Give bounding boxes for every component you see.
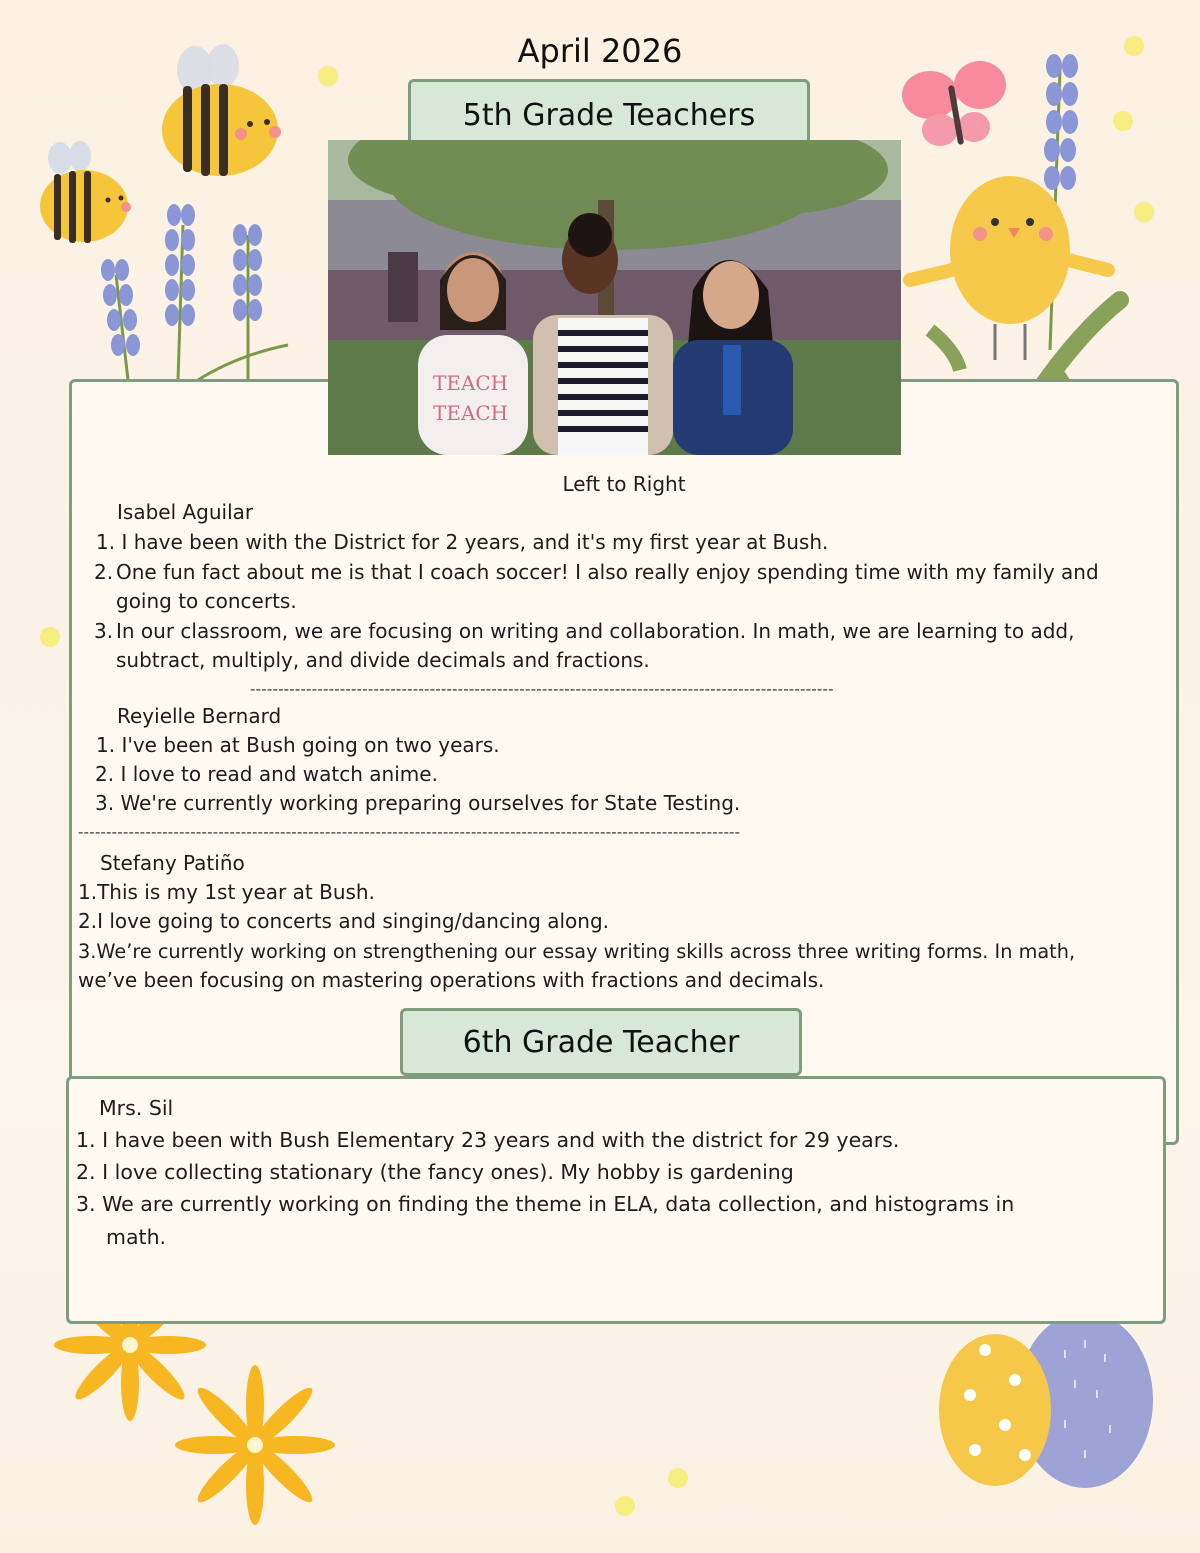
butterfly-icon xyxy=(900,55,1010,165)
list-item: subtract, multiply, and divide decimals and fractions. xyxy=(116,648,650,672)
teacher-name: Stefany Patiño xyxy=(100,851,245,875)
list-item: 1. I have been with Bush Elementary 23 years and with the district for 29 years. xyxy=(76,1128,900,1152)
decor-dot xyxy=(1113,111,1133,131)
teachers-photo xyxy=(328,140,901,455)
photo-caption: Left to Right xyxy=(562,472,686,496)
teacher-name: Reyielle Bernard xyxy=(117,704,282,728)
list-item: 3. We're currently working preparing ourselves for State Testing. xyxy=(95,791,741,815)
easter-egg-icon xyxy=(935,1310,1165,1490)
svg-text:TEACH: TEACH xyxy=(433,371,509,395)
list-item: 2. I love collecting stationary (the fancy ones). My hobby is gardening xyxy=(76,1160,794,1184)
list-item: going to concerts. xyxy=(116,589,297,613)
list-item: 1. I've been at Bush going on two years. xyxy=(96,733,500,757)
teacher-name: Mrs. Sil xyxy=(99,1096,174,1120)
list-item: One fun fact about me is that I coach soccer! I also really enjoy spending time with my family and xyxy=(116,560,1099,584)
teacher-name: Isabel Aguilar xyxy=(117,500,254,524)
sixth-grade-panel xyxy=(66,1076,1166,1324)
list-item: we’ve been focusing on mastering operations with fractions and decimals. xyxy=(78,968,825,992)
decor-dot xyxy=(40,627,60,647)
svg-text:TEACH: TEACH xyxy=(433,401,509,425)
bee-icon xyxy=(36,140,136,245)
list-item: 2.I love going to concerts and singing/dancing along. xyxy=(78,909,610,933)
sixth-grade-tab-label: 6th Grade Teacher xyxy=(462,1024,740,1060)
separator: -------------------------------------------------------------------------------------------------------- xyxy=(250,680,834,698)
list-item: 1.This is my 1st year at Bush. xyxy=(78,880,375,904)
newsletter-date: April 2026 xyxy=(517,32,683,70)
decor-dot xyxy=(668,1468,688,1488)
fifth-grade-tab-label: 5th Grade Teachers xyxy=(462,97,756,133)
list-number: 2. xyxy=(94,560,114,584)
flower-icon xyxy=(20,1305,350,1545)
decor-dot xyxy=(615,1496,635,1516)
list-number: 3. xyxy=(94,619,114,643)
list-item: math. xyxy=(106,1225,167,1249)
list-item: 3. We are currently working on finding the theme in ELA, data collection, and histograms in xyxy=(76,1192,1015,1216)
list-item: 1. I have been with the District for 2 years, and it's my first year at Bush. xyxy=(96,530,829,554)
sixth-grade-tab xyxy=(400,1008,802,1076)
separator: ---------------------------------------------------------------------------------------------------------------------- xyxy=(78,823,741,841)
list-item: 2. I love to read and watch anime. xyxy=(95,762,438,786)
list-item: 3.We’re currently working on strengthening our essay writing skills across three writing forms. In math, xyxy=(78,940,1076,963)
list-item: In our classroom, we are focusing on writing and collaboration. In math, we are learning to add, xyxy=(116,619,1075,643)
